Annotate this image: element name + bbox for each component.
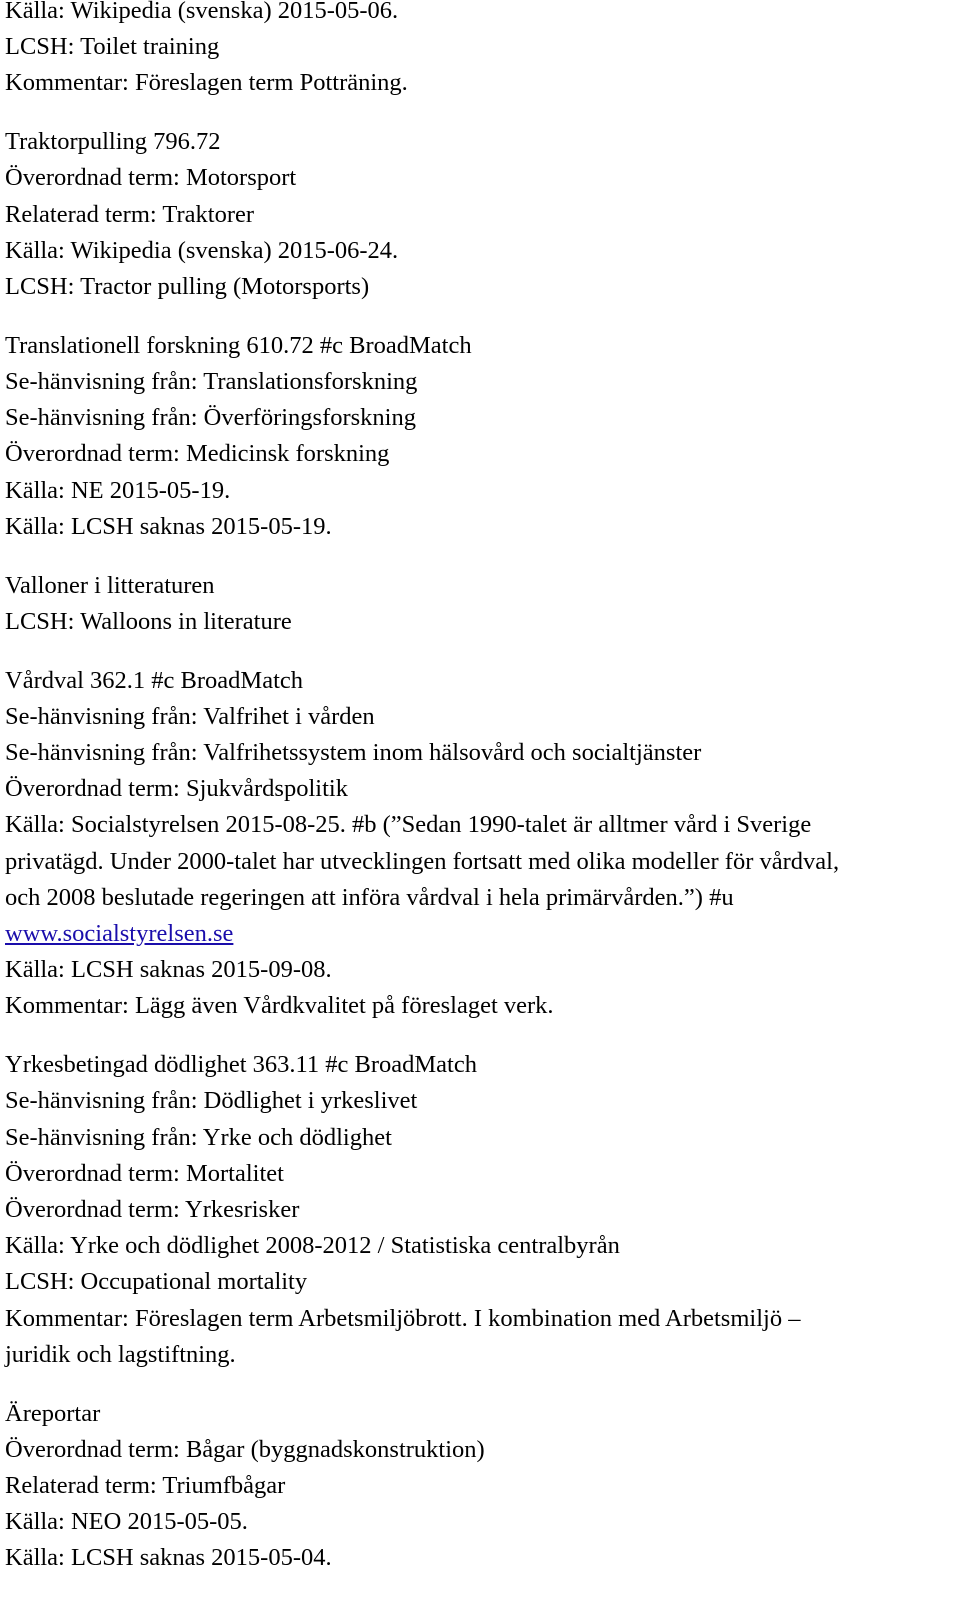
entry-line: LCSH: Toilet training bbox=[5, 33, 220, 61]
entry-line: Källa: LCSH saknas 2015-05-19. bbox=[5, 512, 332, 540]
entry-line: Se-hänvisning från: Valfrihetssystem inom hälsovård och socialtjänster bbox=[5, 739, 702, 767]
entry-line: Källa: Wikipedia (svenska) 2015-05-06. bbox=[5, 0, 399, 24]
entry-heading: Yrkesbetingad dödlighet 363.11 #c BroadMatch bbox=[5, 1051, 477, 1079]
entry-translationell-forskning bbox=[5, 328, 955, 545]
entry-line: Överordnad term: Yrkesrisker bbox=[5, 1196, 300, 1224]
entry-line: Överordnad term: Sjukvårdspolitik bbox=[5, 775, 348, 803]
entry-heading: Äreportar bbox=[5, 1399, 101, 1427]
entry-line: juridik och lagstiftning. bbox=[5, 1340, 236, 1368]
entry-areportar bbox=[5, 1396, 955, 1577]
entry-line: Källa: LCSH saknas 2015-09-08. bbox=[5, 956, 332, 984]
entry-line: Överordnad term: Motorsport bbox=[5, 164, 297, 192]
entry-line: LCSH: Tractor pulling (Motorsports) bbox=[5, 273, 370, 301]
entry-line: Kommentar: Föreslagen term Potträning. bbox=[5, 69, 408, 97]
entry-toilet-training bbox=[5, 0, 955, 102]
entry-valloner bbox=[5, 568, 955, 640]
link-line bbox=[5, 916, 955, 952]
entry-line: LCSH: Occupational mortality bbox=[5, 1268, 308, 1296]
entry-line: Relaterad term: Triumfbågar bbox=[5, 1472, 286, 1500]
entry-line: Se-hänvisning från: Dödlighet i yrkeslivet bbox=[5, 1087, 418, 1115]
entry-line: Källa: Socialstyrelsen 2015-08-25. #b (”Sedan 1990-talet är alltmer vård i Sverige bbox=[5, 811, 812, 839]
entry-line: Överordnad term: Mortalitet bbox=[5, 1159, 284, 1187]
entry-heading: Translationell forskning 610.72 #c BroadMatch bbox=[5, 331, 472, 359]
entry-line: LCSH: Walloons in literature bbox=[5, 607, 292, 635]
entry-line: Överordnad term: Medicinsk forskning bbox=[5, 440, 390, 468]
entry-line: Se-hänvisning från: Translationsforskning bbox=[5, 368, 418, 396]
entry-line: Källa: NE 2015-05-19. bbox=[5, 476, 231, 504]
entry-line: och 2008 beslutade regeringen att införa vårdval i hela primärvården.”) #u bbox=[5, 883, 734, 911]
entry-line: Överordnad term: Bågar (byggnadskonstruktion) bbox=[5, 1435, 485, 1463]
entry-line: Se-hänvisning från: Överföringsforskning bbox=[5, 404, 416, 432]
entry-line: Källa: Wikipedia (svenska) 2015-06-24. bbox=[5, 236, 399, 264]
socialstyrelsen-link[interactable]: www.socialstyrelsen.se bbox=[5, 920, 234, 948]
entry-vardval bbox=[5, 663, 955, 1025]
entry-line: Källa: LCSH saknas 2015-05-04. bbox=[5, 1544, 332, 1572]
entry-heading: Vårdval 362.1 #c BroadMatch bbox=[5, 666, 303, 694]
entry-line: Kommentar: Lägg även Vårdkvalitet på föreslaget verk. bbox=[5, 992, 554, 1020]
entry-yrkesbetingad-dodlighet bbox=[5, 1047, 955, 1373]
entry-line: Relaterad term: Traktorer bbox=[5, 200, 255, 228]
entry-line: Se-hänvisning från: Valfrihet i vården bbox=[5, 702, 375, 730]
entry-traktorpulling bbox=[5, 124, 955, 305]
entry-heading: Traktorpulling 796.72 bbox=[5, 128, 221, 156]
entry-line: Källa: Yrke och dödlighet 2008-2012 / Statistiska centralbyrån bbox=[5, 1232, 620, 1260]
document-body bbox=[5, 0, 955, 1599]
entry-line: Se-hänvisning från: Yrke och dödlighet bbox=[5, 1123, 392, 1151]
entry-line: privatägd. Under 2000-talet har utvecklingen fortsatt med olika modeller för vårdval, bbox=[5, 847, 840, 875]
entry-line: Kommentar: Föreslagen term Arbetsmiljöbrott. I kombination med Arbetsmiljö – bbox=[5, 1304, 801, 1332]
entry-heading: Valloner i litteraturen bbox=[5, 571, 215, 599]
entry-line: Källa: NEO 2015-05-05. bbox=[5, 1508, 248, 1536]
